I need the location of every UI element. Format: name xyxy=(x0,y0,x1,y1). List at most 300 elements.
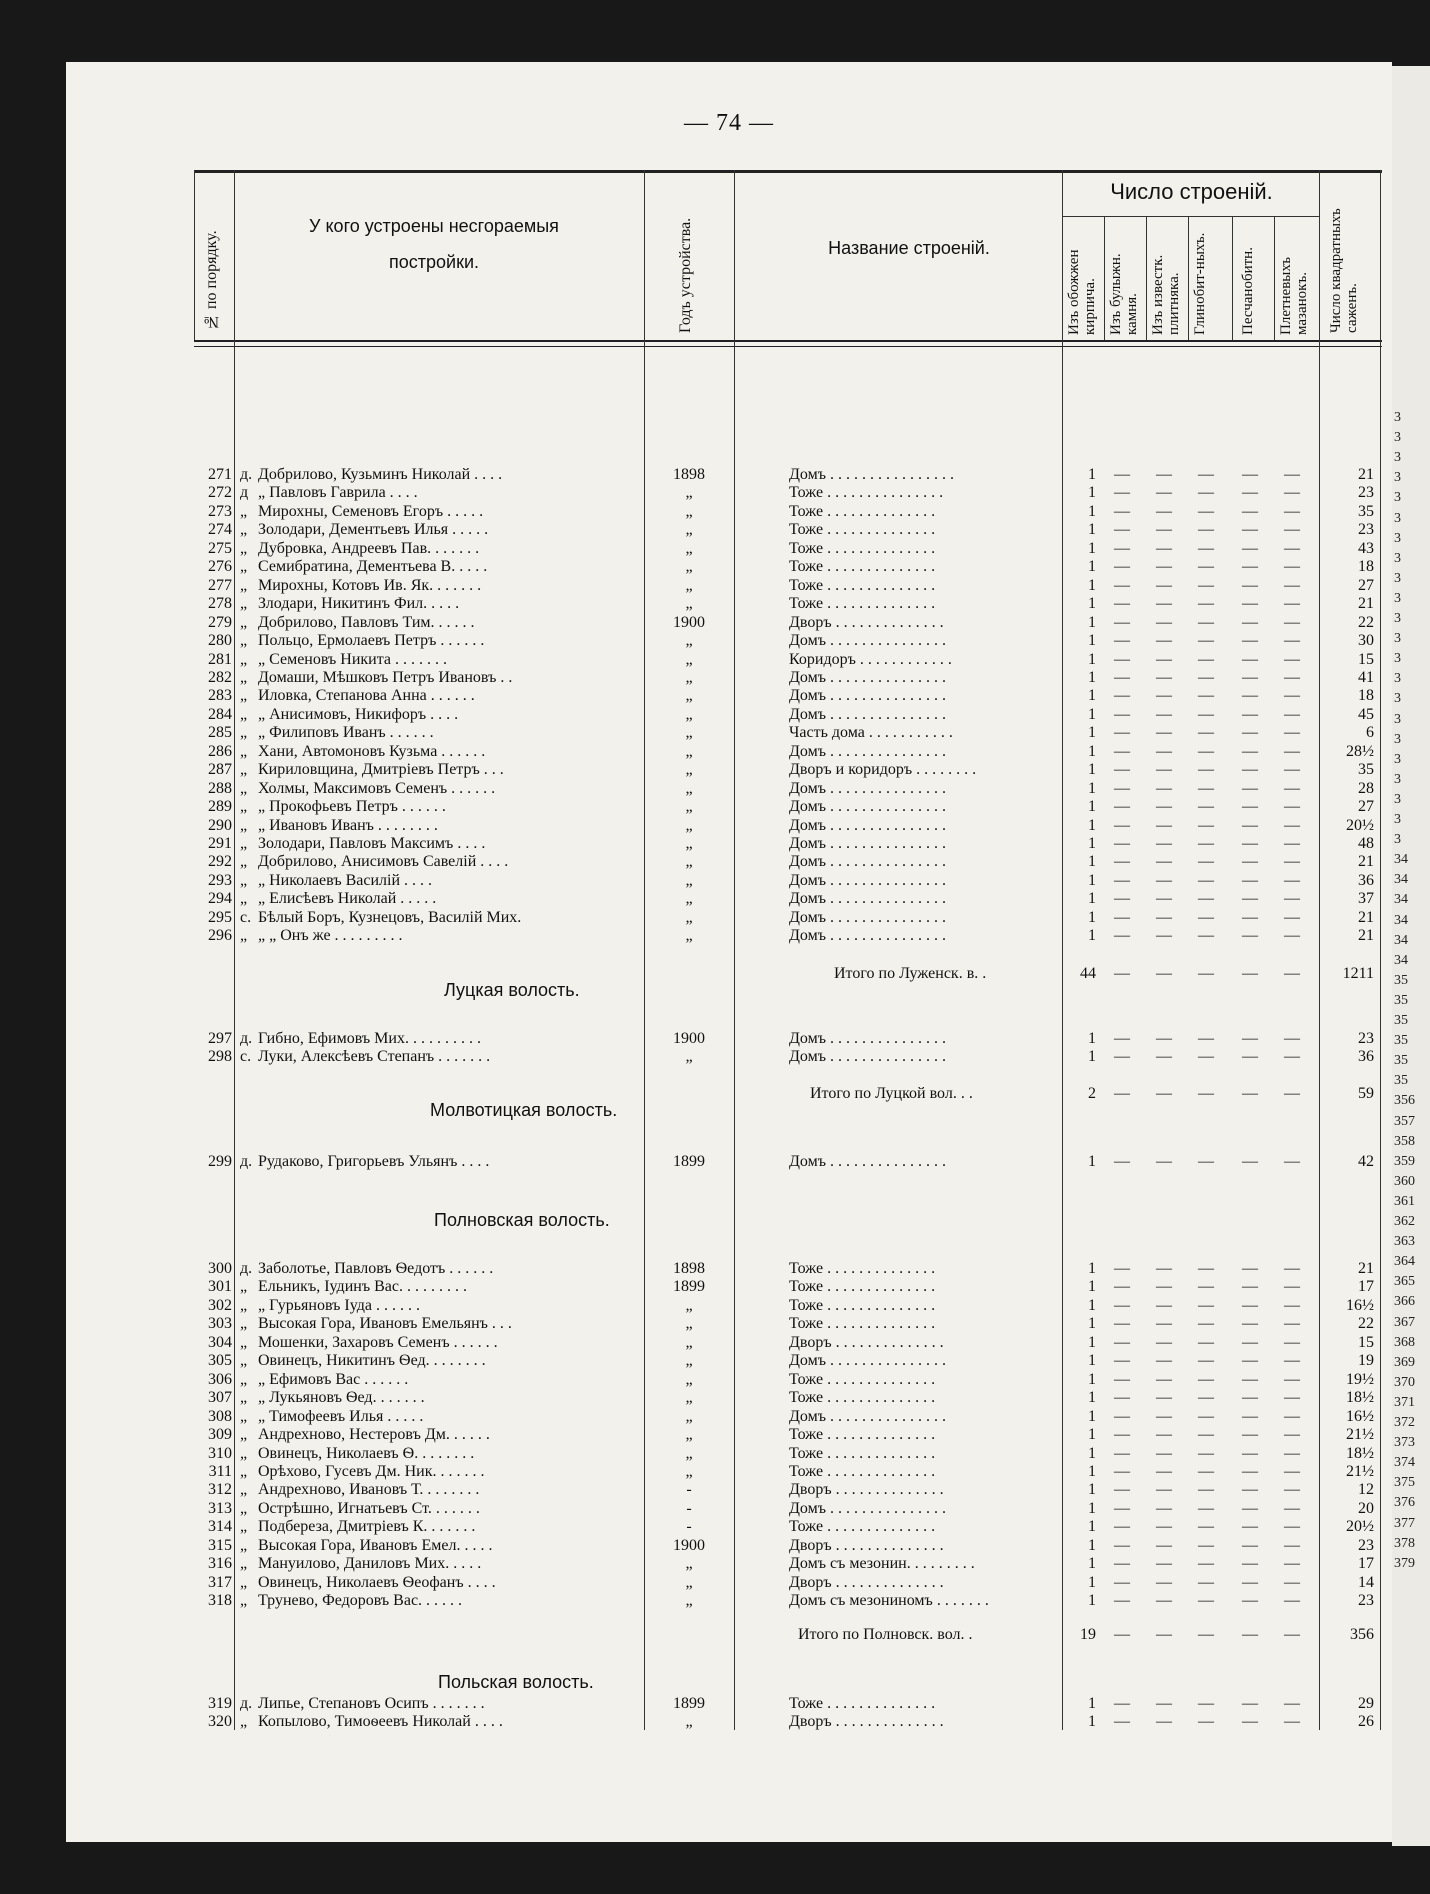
header-num: № по порядку. xyxy=(203,230,220,330)
settlement-type: с. xyxy=(240,1048,252,1065)
empty-cell-dash: — xyxy=(1284,1555,1300,1573)
owner-name: Золодари, Дементьевъ Илья . . . . . xyxy=(258,521,489,539)
construction-year: „ xyxy=(685,927,693,945)
row-number: 306 xyxy=(208,1370,232,1388)
empty-cell-dash: — xyxy=(1242,1444,1258,1462)
edge-number: 356 xyxy=(1394,1093,1415,1109)
row-number: 307 xyxy=(208,1389,232,1407)
empty-cell-dash: — xyxy=(1242,927,1258,945)
empty-cell-dash: — xyxy=(1198,1555,1214,1573)
empty-cell-dash: — xyxy=(1242,1389,1258,1407)
table-row xyxy=(194,540,1382,559)
brick-count: 1 xyxy=(1088,1518,1096,1536)
brick-count: 1 xyxy=(1088,1260,1096,1277)
owner-name: Липье, Степановъ Осипъ . . . . . . . xyxy=(258,1695,485,1712)
empty-cell-dash: — xyxy=(1284,595,1300,613)
row-number: 286 xyxy=(208,742,232,760)
empty-cell-dash: — xyxy=(1156,595,1172,613)
empty-cell-dash: — xyxy=(1198,1573,1214,1591)
empty-cell-dash: — xyxy=(1198,1536,1214,1554)
building-name: Домъ . . . . . . . . . . . . . . . xyxy=(789,816,947,834)
row-number: 273 xyxy=(208,502,232,520)
empty-cell-dash: — xyxy=(1242,1030,1258,1047)
empty-cell-dash: — xyxy=(1156,521,1172,539)
header-sub-stone: Изъ булыжн. камня. xyxy=(1108,253,1140,335)
owner-name: Гибно, Ефимовъ Мих. . . . . . . . . . xyxy=(258,1030,481,1047)
row-number: 282 xyxy=(208,668,232,686)
building-name: Домъ . . . . . . . . . . . . . . . . xyxy=(789,466,955,483)
empty-cell-dash: — xyxy=(1242,1555,1258,1573)
settlement-type: „ xyxy=(240,1426,248,1444)
brick-count: 1 xyxy=(1088,1048,1096,1065)
total-dash: — xyxy=(1114,965,1130,982)
building-name: Домъ . . . . . . . . . . . . . . . xyxy=(789,687,947,705)
settlement-type: „ xyxy=(240,650,248,668)
brick-count: 1 xyxy=(1088,1352,1096,1370)
empty-cell-dash: — xyxy=(1156,1713,1172,1730)
construction-year: „ xyxy=(685,724,693,742)
brick-count: 1 xyxy=(1088,650,1096,668)
building-name: Домъ . . . . . . . . . . . . . . . xyxy=(789,779,947,797)
brick-count: 1 xyxy=(1088,1695,1096,1712)
edge-number: 370 xyxy=(1394,1374,1415,1390)
empty-cell-dash: — xyxy=(1114,1030,1130,1047)
empty-cell-dash: — xyxy=(1198,1462,1214,1480)
empty-cell-dash: — xyxy=(1242,779,1258,797)
empty-cell-dash: — xyxy=(1242,1333,1258,1351)
construction-year: - xyxy=(686,1499,692,1517)
construction-year: „ xyxy=(685,1389,693,1407)
construction-year: „ xyxy=(685,1555,693,1573)
edge-number: 372 xyxy=(1394,1415,1415,1430)
area-sazhen: 23 xyxy=(1358,521,1374,539)
empty-cell-dash: — xyxy=(1198,632,1214,650)
brick-count: 1 xyxy=(1088,613,1096,631)
row-number: 290 xyxy=(208,816,232,834)
empty-cell-dash: — xyxy=(1284,1713,1300,1730)
row-number: 281 xyxy=(208,650,232,668)
row-number: 320 xyxy=(208,1713,232,1730)
settlement-type: „ xyxy=(240,539,248,557)
building-name: Домъ . . . . . . . . . . . . . . . xyxy=(789,908,947,926)
empty-cell-dash: — xyxy=(1242,484,1258,502)
brick-count: 1 xyxy=(1088,1030,1096,1047)
empty-cell-dash: — xyxy=(1284,724,1300,742)
settlement-type: „ xyxy=(240,1499,248,1517)
table-row xyxy=(194,1426,1382,1445)
edge-number: 360 xyxy=(1394,1173,1415,1189)
construction-year: „ xyxy=(685,650,693,668)
construction-year: „ xyxy=(685,1592,693,1610)
brick-count: 1 xyxy=(1088,539,1096,557)
area-sazhen: 30 xyxy=(1358,632,1374,650)
empty-cell-dash: — xyxy=(1156,1153,1172,1170)
empty-cell-dash: — xyxy=(1114,798,1130,816)
table-row xyxy=(194,521,1382,540)
brick-count: 1 xyxy=(1088,742,1096,760)
edge-number: 368 xyxy=(1394,1334,1415,1350)
col-line xyxy=(1104,216,1105,340)
construction-year: „ xyxy=(685,1333,693,1351)
owner-name: Заболотье, Павловъ Ѳедотъ . . . . . . xyxy=(258,1260,494,1277)
empty-cell-dash: — xyxy=(1284,1296,1300,1314)
edge-number: 378 xyxy=(1394,1535,1415,1551)
empty-cell-dash: — xyxy=(1114,1296,1130,1314)
total-dash: — xyxy=(1242,1626,1258,1643)
construction-year: - xyxy=(686,1518,692,1536)
empty-cell-dash: — xyxy=(1198,1333,1214,1351)
empty-cell-dash: — xyxy=(1198,1407,1214,1425)
building-name: Дворъ . . . . . . . . . . . . . . xyxy=(789,1481,944,1499)
row-number: 274 xyxy=(208,521,232,539)
edge-number: 3 xyxy=(1394,631,1401,647)
row-number: 289 xyxy=(208,798,232,816)
edge-number: 3 xyxy=(1394,711,1401,727)
construction-year: „ xyxy=(685,871,693,889)
empty-cell-dash: — xyxy=(1198,484,1214,502)
row-number: 292 xyxy=(208,853,232,871)
owner-name: Добрилово, Анисимовъ Савелій . . . . xyxy=(258,853,509,871)
building-name: Домъ съ мезонин. . . . . . . . . xyxy=(789,1555,975,1573)
empty-cell-dash: — xyxy=(1198,687,1214,705)
settlement-type: „ xyxy=(240,779,248,797)
empty-cell-dash: — xyxy=(1284,779,1300,797)
empty-cell-dash: — xyxy=(1156,724,1172,742)
statistics-table xyxy=(194,170,1382,1830)
owner-name: Орѣхово, Гусевъ Дм. Ник. . . . . . . xyxy=(258,1462,485,1480)
brick-count: 1 xyxy=(1088,1573,1096,1591)
table-row xyxy=(194,1463,1382,1482)
table-row xyxy=(194,1334,1382,1353)
empty-cell-dash: — xyxy=(1242,576,1258,594)
building-name: Дворъ и коридоръ . . . . . . . . xyxy=(789,761,977,779)
empty-cell-dash: — xyxy=(1284,1695,1300,1712)
area-sazhen: 18 xyxy=(1358,558,1374,576)
header-owner-line1: У кого устроены несгораемыя xyxy=(309,216,559,236)
table-row xyxy=(194,872,1382,891)
brick-count: 1 xyxy=(1088,484,1096,502)
empty-cell-dash: — xyxy=(1242,890,1258,908)
brick-count: 1 xyxy=(1088,1481,1096,1499)
owner-name: „ „ Онъ же . . . . . . . . . xyxy=(258,927,403,945)
empty-cell-dash: — xyxy=(1284,502,1300,520)
area-sazhen: 16½ xyxy=(1346,1407,1374,1425)
document-page xyxy=(66,62,1392,1842)
owner-name: Подбереза, Дмитріевъ К. . . . . . . xyxy=(258,1518,476,1536)
area-sazhen: 18 xyxy=(1358,687,1374,705)
building-name: Дворъ . . . . . . . . . . . . . . xyxy=(789,1536,944,1554)
empty-cell-dash: — xyxy=(1114,521,1130,539)
settlement-type: „ xyxy=(240,890,248,908)
empty-cell-dash: — xyxy=(1242,632,1258,650)
empty-cell-dash: — xyxy=(1242,798,1258,816)
building-name: Домъ . . . . . . . . . . . . . . . xyxy=(789,705,947,723)
edge-number: 3 xyxy=(1394,832,1401,848)
empty-cell-dash: — xyxy=(1284,1315,1300,1333)
table-row xyxy=(194,743,1382,762)
brick-count: 1 xyxy=(1088,576,1096,594)
empty-cell-dash: — xyxy=(1156,1389,1172,1407)
row-number: 296 xyxy=(208,927,232,945)
empty-cell-dash: — xyxy=(1198,1426,1214,1444)
volost-total-area: 1211 xyxy=(1342,965,1374,982)
empty-cell-dash: — xyxy=(1156,927,1172,945)
owner-name: Овинецъ, Николаевъ Ѳеофанъ . . . . xyxy=(258,1573,496,1591)
row-number: 301 xyxy=(208,1278,232,1296)
empty-cell-dash: — xyxy=(1198,1260,1214,1277)
owner-name: Добрилово, Кузьминъ Николай . . . . xyxy=(258,466,503,483)
header-count-group: Число строеній. xyxy=(1110,179,1273,204)
volost-heading: Молвотицкая волость. xyxy=(430,1100,618,1120)
construction-year: „ xyxy=(685,1048,693,1065)
row-number: 288 xyxy=(208,779,232,797)
empty-cell-dash: — xyxy=(1198,761,1214,779)
empty-cell-dash: — xyxy=(1242,1518,1258,1536)
brick-count: 1 xyxy=(1088,1536,1096,1554)
empty-cell-dash: — xyxy=(1242,761,1258,779)
empty-cell-dash: — xyxy=(1114,890,1130,908)
row-number: 276 xyxy=(208,558,232,576)
owner-name: Андрехново, Ивановъ Т. . . . . . . . xyxy=(258,1481,480,1499)
building-name: Тоже . . . . . . . . . . . . . . xyxy=(789,1260,936,1277)
empty-cell-dash: — xyxy=(1198,1481,1214,1499)
empty-cell-dash: — xyxy=(1114,1695,1130,1712)
empty-cell-dash: — xyxy=(1114,1407,1130,1425)
settlement-type: „ xyxy=(240,595,248,613)
construction-year: 1898 xyxy=(673,466,705,483)
volost-heading: Полновская волость. xyxy=(434,1210,610,1230)
brick-count: 1 xyxy=(1088,1315,1096,1333)
empty-cell-dash: — xyxy=(1198,1030,1214,1047)
brick-count: 1 xyxy=(1088,558,1096,576)
brick-count: 1 xyxy=(1088,1426,1096,1444)
table-row xyxy=(194,706,1382,725)
empty-cell-dash: — xyxy=(1198,927,1214,945)
owner-name: „ Ивановъ Иванъ . . . . . . . . xyxy=(258,816,438,834)
area-sazhen: 22 xyxy=(1358,1315,1374,1333)
header-owner-line2: постройки. xyxy=(388,252,479,272)
empty-cell-dash: — xyxy=(1198,742,1214,760)
construction-year: „ xyxy=(685,1713,693,1730)
edge-number: 35 xyxy=(1394,1033,1408,1049)
empty-cell-dash: — xyxy=(1114,1555,1130,1573)
owner-name: Бѣлый Боръ, Кузнецовъ, Василій Мих. xyxy=(258,908,522,926)
table-row xyxy=(194,835,1382,854)
empty-cell-dash: — xyxy=(1284,1426,1300,1444)
total-dash: — xyxy=(1284,1626,1300,1643)
building-name: Домъ съ мезониномъ . . . . . . . xyxy=(789,1592,989,1610)
owner-name: „ Ефимовъ Вас . . . . . . xyxy=(258,1370,409,1388)
empty-cell-dash: — xyxy=(1114,853,1130,871)
settlement-type: д. xyxy=(240,466,253,483)
empty-cell-dash: — xyxy=(1114,927,1130,945)
building-name: Тоже . . . . . . . . . . . . . . xyxy=(789,521,936,539)
brick-count: 1 xyxy=(1088,798,1096,816)
empty-cell-dash: — xyxy=(1284,576,1300,594)
settlement-type: „ xyxy=(240,742,248,760)
building-name: Тоже . . . . . . . . . . . . . . . xyxy=(789,484,944,502)
settlement-type: „ xyxy=(240,1462,248,1480)
empty-cell-dash: — xyxy=(1284,1278,1300,1296)
settlement-type: „ xyxy=(240,1518,248,1536)
brick-count: 1 xyxy=(1088,1153,1096,1170)
edge-number: 3 xyxy=(1394,490,1401,506)
row-number: 303 xyxy=(208,1315,232,1333)
empty-cell-dash: — xyxy=(1198,595,1214,613)
area-sazhen: 37 xyxy=(1358,890,1374,908)
building-name: Домъ . . . . . . . . . . . . . . . xyxy=(789,890,947,908)
settlement-type: „ xyxy=(240,632,248,650)
row-number: 312 xyxy=(208,1481,232,1499)
building-name: Тоже . . . . . . . . . . . . . . xyxy=(789,1278,936,1296)
brick-count: 1 xyxy=(1088,521,1096,539)
edge-number: 34 xyxy=(1394,932,1408,948)
empty-cell-dash: — xyxy=(1284,816,1300,834)
empty-cell-dash: — xyxy=(1242,521,1258,539)
owner-name: Андрехново, Нестеровъ Дм. . . . . . xyxy=(258,1426,490,1444)
area-sazhen: 23 xyxy=(1358,1536,1374,1554)
owner-name: Высокая Гора, Ивановъ Емел. . . . . xyxy=(258,1536,493,1554)
brick-count: 1 xyxy=(1088,1555,1096,1573)
table-row xyxy=(194,1592,1382,1611)
table-row xyxy=(194,1500,1382,1519)
empty-cell-dash: — xyxy=(1242,613,1258,631)
total-dash: — xyxy=(1114,1085,1130,1102)
empty-cell-dash: — xyxy=(1284,539,1300,557)
edge-number: 3 xyxy=(1394,731,1401,747)
empty-cell-dash: — xyxy=(1114,1573,1130,1591)
construction-year: 1899 xyxy=(673,1153,705,1170)
volost-total-area: 356 xyxy=(1350,1626,1374,1643)
empty-cell-dash: — xyxy=(1284,650,1300,668)
settlement-type: д. xyxy=(240,1153,253,1170)
empty-cell-dash: — xyxy=(1114,761,1130,779)
empty-cell-dash: — xyxy=(1114,742,1130,760)
row-number: 285 xyxy=(208,724,232,742)
brick-count: 1 xyxy=(1088,1389,1096,1407)
owner-name: Золодари, Павловъ Максимъ . . . . xyxy=(258,835,486,852)
empty-cell-dash: — xyxy=(1156,908,1172,926)
brick-count: 1 xyxy=(1088,871,1096,889)
empty-cell-dash: — xyxy=(1156,1370,1172,1388)
empty-cell-dash: — xyxy=(1114,558,1130,576)
empty-cell-dash: — xyxy=(1242,742,1258,760)
total-dash: — xyxy=(1242,1085,1258,1102)
settlement-type: „ xyxy=(240,576,248,594)
settlement-type: „ xyxy=(240,1278,248,1296)
header-sub-brick: Изъ обожжен кирпича. xyxy=(1066,249,1098,335)
table-row xyxy=(194,1297,1382,1316)
total-dash: — xyxy=(1198,965,1214,982)
owner-name: Острѣшно, Игнатьевъ Ст. . . . . . . xyxy=(258,1499,480,1517)
construction-year: „ xyxy=(685,1462,693,1480)
empty-cell-dash: — xyxy=(1156,1333,1172,1351)
empty-cell-dash: — xyxy=(1284,1444,1300,1462)
area-sazhen: 19 xyxy=(1358,1352,1374,1370)
owner-name: „ Анисимовъ, Никифоръ . . . . xyxy=(258,705,459,723)
owner-name: Домаши, Мѣшковъ Петръ Ивановъ . . xyxy=(258,668,513,686)
empty-cell-dash: — xyxy=(1284,927,1300,945)
area-sazhen: 35 xyxy=(1358,502,1374,520)
empty-cell-dash: — xyxy=(1114,1352,1130,1370)
building-name: Тоже . . . . . . . . . . . . . . xyxy=(789,1315,936,1333)
header-bottom-border xyxy=(194,340,1382,342)
volost-heading: Польская волость. xyxy=(438,1672,594,1692)
header-bottom-border-thin xyxy=(194,346,1382,347)
area-sazhen: 23 xyxy=(1358,1030,1374,1047)
settlement-type: „ xyxy=(240,1296,248,1314)
total-dash: — xyxy=(1198,1626,1214,1643)
header-sub-limestone: Изъ известк. плитняка. xyxy=(1150,254,1182,335)
edge-number: 366 xyxy=(1394,1294,1415,1310)
settlement-type: „ xyxy=(240,1573,248,1591)
row-number: 271 xyxy=(208,466,232,483)
edge-number: 3 xyxy=(1394,410,1401,425)
empty-cell-dash: — xyxy=(1284,742,1300,760)
edge-number: 371 xyxy=(1394,1394,1415,1410)
volost-total-label: Итого по Полновск. вол. . xyxy=(798,1626,973,1643)
empty-cell-dash: — xyxy=(1284,1048,1300,1065)
empty-cell-dash: — xyxy=(1156,1592,1172,1610)
table-row xyxy=(194,817,1382,836)
row-number: 299 xyxy=(208,1153,232,1170)
edge-number: 363 xyxy=(1394,1234,1415,1250)
settlement-type: „ xyxy=(240,1444,248,1462)
brick-count: 1 xyxy=(1088,1592,1096,1610)
empty-cell-dash: — xyxy=(1242,687,1258,705)
brick-count: 1 xyxy=(1088,890,1096,908)
empty-cell-dash: — xyxy=(1284,521,1300,539)
table-row xyxy=(194,577,1382,596)
table-row xyxy=(194,761,1382,780)
settlement-type: д. xyxy=(240,1260,253,1277)
settlement-type: „ xyxy=(240,521,248,539)
area-sazhen: 19½ xyxy=(1346,1370,1374,1388)
brick-count: 1 xyxy=(1088,668,1096,686)
empty-cell-dash: — xyxy=(1242,595,1258,613)
building-name: Тоже . . . . . . . . . . . . . . xyxy=(789,595,936,613)
owner-name: Польцо, Ермолаевъ Петръ . . . . . . xyxy=(258,632,485,650)
empty-cell-dash: — xyxy=(1198,1444,1214,1462)
construction-year: „ xyxy=(685,1573,693,1591)
empty-cell-dash: — xyxy=(1198,576,1214,594)
edge-number: 3 xyxy=(1394,611,1401,626)
construction-year: „ xyxy=(685,687,693,705)
empty-cell-dash: — xyxy=(1198,705,1214,723)
settlement-type: „ xyxy=(240,687,248,705)
owner-name: „ Тимофеевъ Илья . . . . . xyxy=(258,1407,424,1425)
settlement-type: „ xyxy=(240,798,248,816)
empty-cell-dash: — xyxy=(1242,1352,1258,1370)
table-row xyxy=(194,927,1382,946)
volost-total-label: Итого по Луженск. в. . xyxy=(834,965,987,982)
table-row xyxy=(194,1153,1382,1172)
empty-cell-dash: — xyxy=(1114,1518,1130,1536)
empty-cell-dash: — xyxy=(1114,1499,1130,1517)
empty-cell-dash: — xyxy=(1114,1592,1130,1610)
brick-count: 1 xyxy=(1088,705,1096,723)
empty-cell-dash: — xyxy=(1114,724,1130,742)
empty-cell-dash: — xyxy=(1114,908,1130,926)
building-name: Тоже . . . . . . . . . . . . . . xyxy=(789,1695,936,1712)
row-number: 294 xyxy=(208,890,232,908)
settlement-type: „ xyxy=(240,1389,248,1407)
owner-name: „ Прокофьевъ Петръ . . . . . . xyxy=(258,798,446,816)
edge-number: 34 xyxy=(1394,852,1408,868)
owner-name: Злодари, Никитинъ Фил. . . . . xyxy=(258,595,460,613)
empty-cell-dash: — xyxy=(1114,1315,1130,1333)
table-row xyxy=(194,1537,1382,1556)
